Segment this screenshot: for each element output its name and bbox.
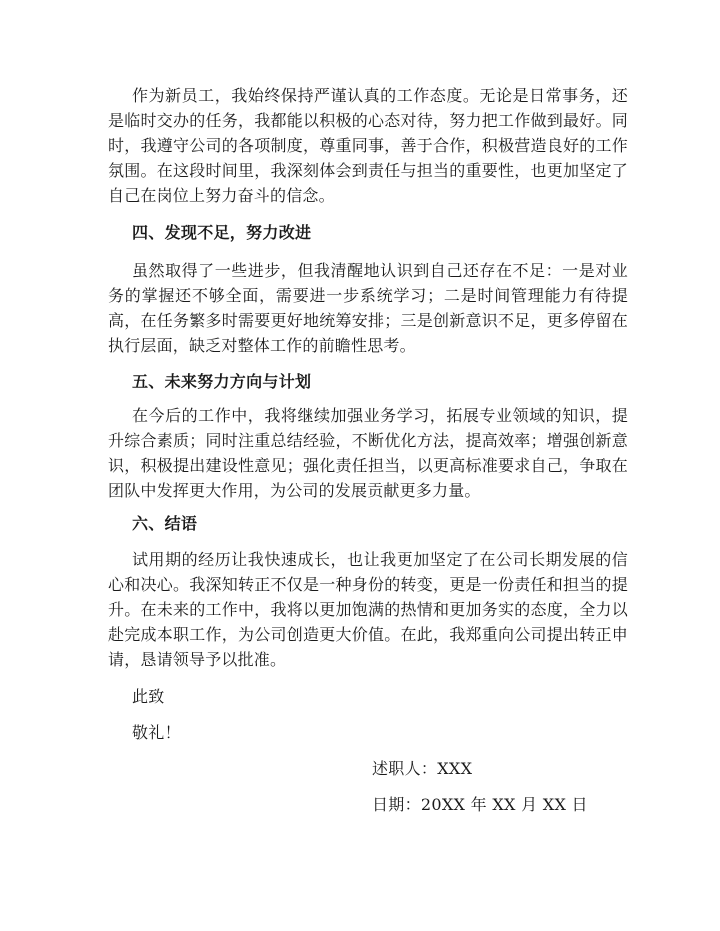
paragraph-future-plan: 在今后的工作中，我将继续加强业务学习，拓展专业领域的知识，提升综合素质；同时注重总结经验，不断优化方法，提高效率；增强创新意识，积极提出建设性意见；强化责任担当，以更高标准要求自己，争取在团队中发挥更大作用，为公司的发展贡献更多力量。: [108, 406, 628, 500]
signer-name: 述职人：XXX: [372, 759, 473, 778]
closing-salutation: 此致: [132, 687, 165, 706]
paragraph-shortcomings: 虽然取得了一些进步，但我清醒地认识到自己还存在不足：一是对业务的掌握还不够全面，需要进一步系统学习；二是时间管理能力有待提高，在任务繁多时需要更好地统筹安排；三是创新意识不足，更多停留在执行层面，缺乏对整体工作的前瞻性思考。: [108, 261, 628, 355]
section-heading-conclusion: 六、结语: [132, 514, 198, 533]
paragraph-conclusion: 试用期的经历让我快速成长，也让我更加坚定了在公司长期发展的信心和决心。我深知转正不仅是一种身份的转变，更是一份责任和担当的提升。在未来的工作中，我将以更加饱满的热情和更加务实的态度，全力以赴完成本职工作，为公司创造更大价值。在此，我郑重向公司提出转正申请，恳请领导予以批准。: [108, 550, 628, 669]
section-heading-shortcomings: 四、发现不足，努力改进: [132, 223, 312, 242]
section-heading-future-plan: 五、未来努力方向与计划: [132, 372, 312, 391]
paragraph-work-attitude: 作为新员工，我始终保持严谨认真的工作态度。无论是日常事务，还是临时交办的任务，我都能以积极的心态对待，努力把工作做到最好。同时，我遵守公司的各项制度，尊重同事，善于合作，积极营造良好的工作氛围。在这段时间里，我深刻体会到责任与担当的重要性，也更加坚定了自己在岗位上努力奋斗的信念。: [108, 86, 628, 205]
signature-date: 日期：20XX 年 XX 月 XX 日: [372, 795, 588, 814]
closing-regards: 敬礼！: [132, 723, 181, 742]
